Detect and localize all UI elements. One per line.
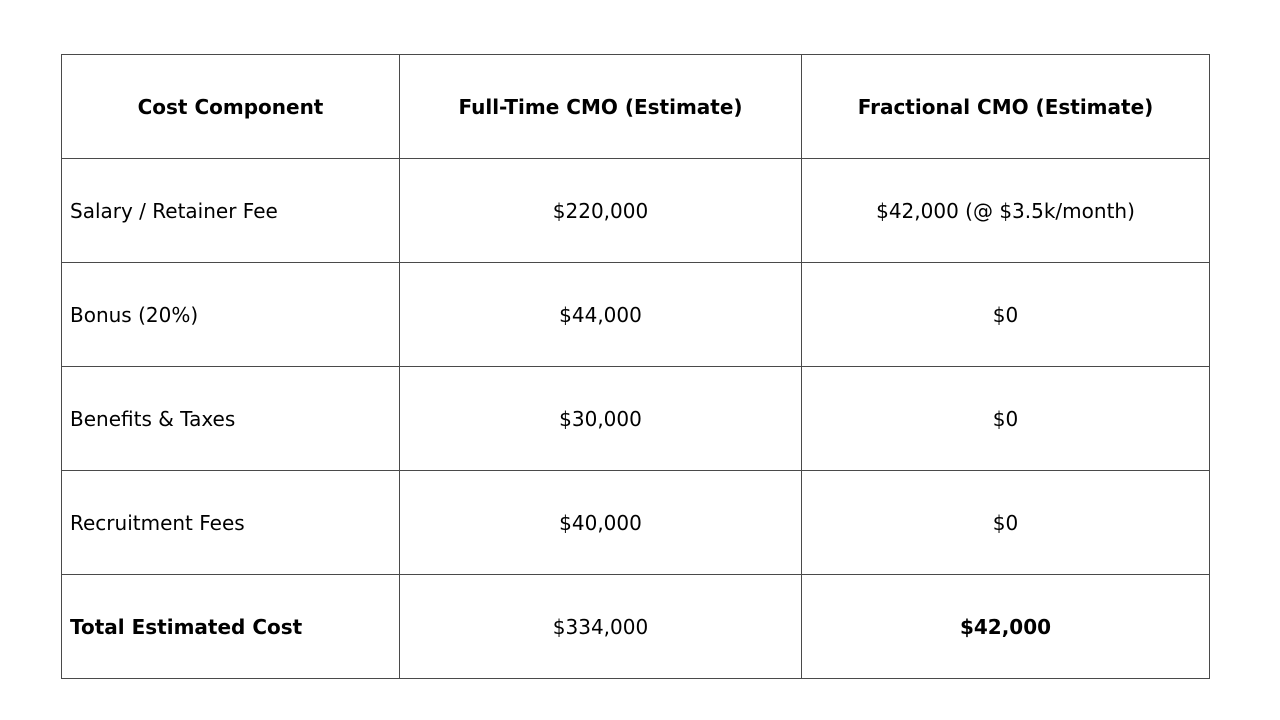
cost-component-cell: Bonus (20%) (62, 263, 400, 367)
cost-component-cell: Recruitment Fees (62, 471, 400, 575)
total-full-time-cell: $334,000 (400, 575, 802, 679)
fractional-cost-cell: $0 (802, 367, 1210, 471)
total-fractional-cell: $42,000 (802, 575, 1210, 679)
full-time-cost-cell: $40,000 (400, 471, 802, 575)
cost-component-cell: Salary / Retainer Fee (62, 159, 400, 263)
full-time-cost-cell: $30,000 (400, 367, 802, 471)
fractional-cost-cell: $42,000 (@ $3.5k/month) (802, 159, 1210, 263)
cost-comparison-table (61, 54, 1210, 679)
fractional-cost-cell: $0 (802, 471, 1210, 575)
table-row (62, 367, 1210, 471)
table-row (62, 471, 1210, 575)
cost-component-cell: Benefits & Taxes (62, 367, 400, 471)
table-row (62, 263, 1210, 367)
table-row (62, 159, 1210, 263)
header-fractional-cmo: Fractional CMO (Estimate) (802, 55, 1210, 159)
total-label-cell: Total Estimated Cost (62, 575, 400, 679)
header-full-time-cmo: Full-Time CMO (Estimate) (400, 55, 802, 159)
header-cost-component: Cost Component (62, 55, 400, 159)
full-time-cost-cell: $220,000 (400, 159, 802, 263)
total-row (62, 575, 1210, 679)
fractional-cost-cell: $0 (802, 263, 1210, 367)
full-time-cost-cell: $44,000 (400, 263, 802, 367)
table-header-row (62, 55, 1210, 159)
